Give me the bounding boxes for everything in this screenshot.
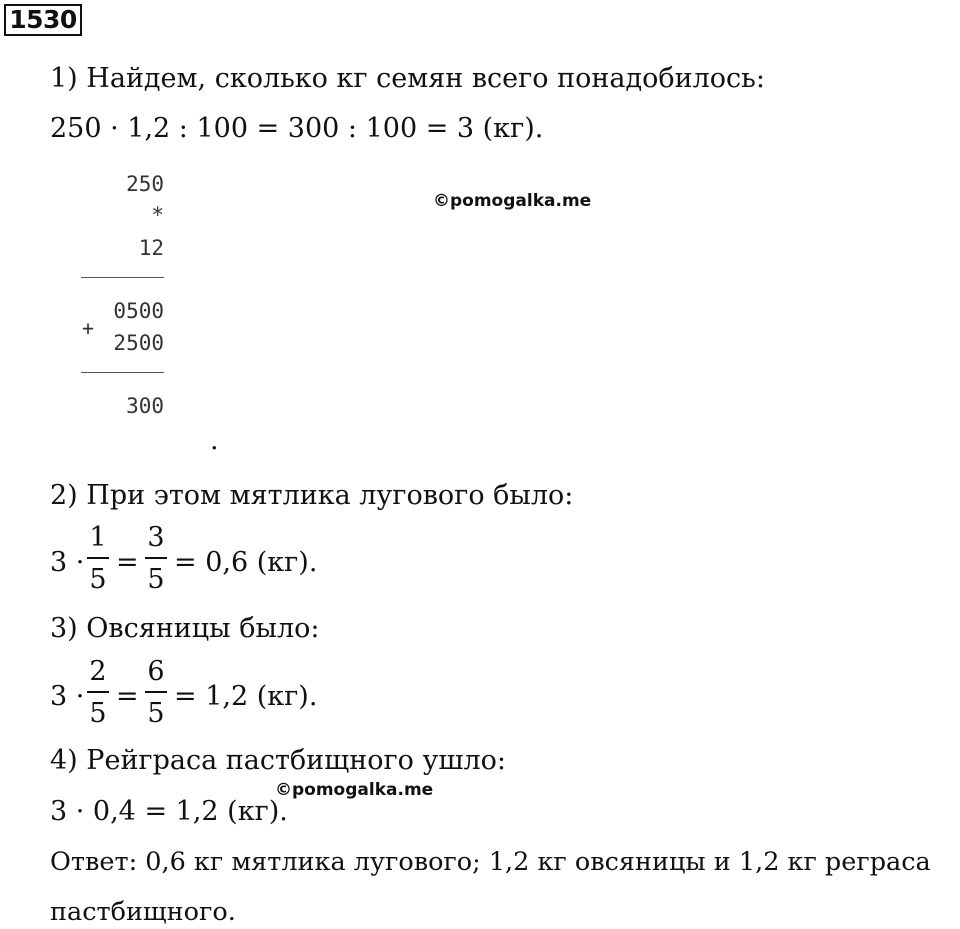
step3-tail: = 1,2 (кг).: [174, 681, 318, 712]
column-result: 300: [126, 394, 164, 418]
fraction-1-numerator: 1: [89, 522, 107, 553]
equals-sign: =: [116, 681, 139, 712]
fraction-1-bar: [87, 557, 109, 559]
fraction-4-numerator: 6: [147, 656, 165, 687]
partial-product-2: 2500: [113, 331, 164, 355]
step3-text: 3) Овсяницы было:: [50, 613, 320, 644]
watermark-bottom: ©pomogalka.me: [275, 780, 434, 800]
multiply-sign: *: [151, 203, 164, 227]
partial-product-1: 0500: [113, 299, 164, 323]
fraction-3-numerator: 2: [89, 656, 107, 687]
answer-line-2: пастбищного.: [50, 897, 236, 927]
fraction-2-numerator: 3: [147, 522, 165, 553]
watermark-top: ©pomogalka.me: [433, 191, 592, 211]
step4-formula: 3 · 0,4 = 1,2 (кг).: [50, 796, 288, 827]
step2-tail: = 0,6 (кг).: [174, 547, 318, 578]
equals-sign: =: [116, 547, 139, 578]
problem-number: 1530: [4, 4, 82, 36]
multiplicand: 250: [126, 172, 164, 196]
answer-line-1: Ответ: 0,6 кг мятлика лугового; 1,2 кг овсяницы и 1,2 кг реграса: [50, 847, 931, 877]
multiplier: 12: [138, 236, 164, 260]
fraction-3-bar: [87, 691, 109, 693]
step4-text: 4) Рейграса пастбищного ушло:: [50, 745, 506, 776]
step3-lead: 3 ·: [50, 681, 85, 712]
step2-text: 2) При этом мятлика лугового было:: [50, 480, 574, 511]
column-line-2: [81, 372, 164, 373]
fraction-3-denominator: 5: [89, 698, 107, 729]
plus-sign: +: [82, 316, 95, 340]
column-line-1: [81, 277, 164, 278]
step1-formula: 250 · 1,2 : 100 = 300 : 100 = 3 (кг).: [50, 113, 544, 144]
fraction-2-bar: [145, 557, 167, 559]
fraction-2-denominator: 5: [147, 564, 165, 595]
step2-lead: 3 ·: [50, 547, 85, 578]
step1-text: 1) Найдем, сколько кг семян всего понадобилось:: [50, 63, 765, 94]
column-dot: .: [210, 425, 219, 456]
fraction-4-denominator: 5: [147, 698, 165, 729]
fraction-4-bar: [145, 691, 167, 693]
fraction-1-denominator: 5: [89, 564, 107, 595]
